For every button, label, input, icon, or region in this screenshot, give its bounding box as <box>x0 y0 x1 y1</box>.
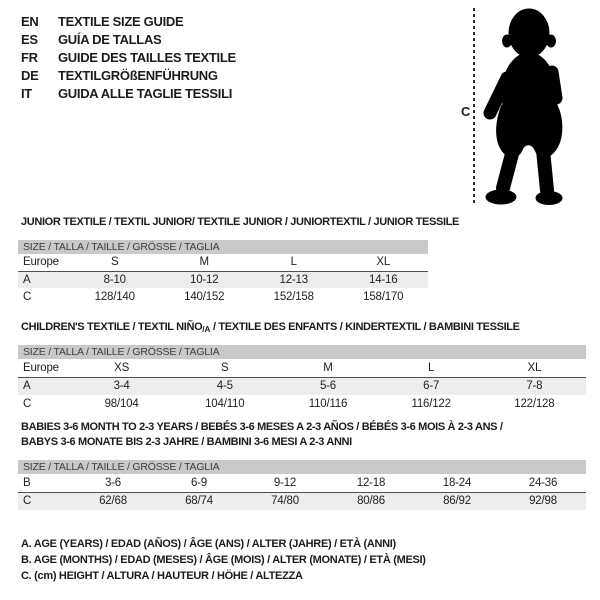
lang-code: FR <box>21 50 38 65</box>
size-cell: 128/140 <box>94 290 135 303</box>
babies-title-line1: BABIES 3-6 MONTH TO 2-3 YEARS / BEBÉS 3-6 MESES A 2-3 AÑOS / BÉBÉS 3-6 MOIS À 2-3 ANS / <box>21 421 503 433</box>
lang-label: GUIDA ALLE TAGLIE TESSILI <box>58 86 233 101</box>
size-cell: 12-18 <box>328 474 414 492</box>
footnote-age-years: A. AGE (YEARS) / EDAD (AÑOS) / ÂGE (ANS) / ALTER (JAHRE) / ETÀ (ANNI) <box>21 538 396 550</box>
row-label: C <box>23 398 32 410</box>
size-cell: 9-12 <box>242 474 328 492</box>
row-label: A <box>23 273 31 286</box>
size-cell: 24-36 <box>500 474 586 492</box>
lang-code: EN <box>21 14 39 29</box>
size-cell: 116/122 <box>411 398 451 410</box>
height-label-c: C <box>461 104 471 119</box>
table-row <box>18 254 428 271</box>
size-cell: 140/152 <box>184 290 225 303</box>
lang-code: IT <box>21 86 32 101</box>
lang-row <box>21 31 236 49</box>
size-cell: 74/80 <box>271 495 299 508</box>
toddler-silhouette-icon <box>440 0 600 215</box>
size-cell: M <box>160 254 250 271</box>
table-row <box>18 359 586 377</box>
size-cell: 12-13 <box>279 273 308 286</box>
size-cell: 18-24 <box>414 474 500 492</box>
lang-label: TEXTILGRÖßENFÜHRUNG <box>58 68 218 83</box>
lang-row <box>21 13 236 31</box>
size-cell: L <box>249 254 339 271</box>
lang-label: TEXTILE SIZE GUIDE <box>58 14 184 29</box>
size-cell: 152/158 <box>273 290 314 303</box>
size-cell: 80/86 <box>357 495 385 508</box>
babies-size-table <box>18 474 586 510</box>
size-cell: 86/92 <box>443 495 471 508</box>
size-cell: L <box>380 359 483 377</box>
junior-size-header-bar: SIZE / TALLA / TAILLE / GRÖSSE / TAGLIA <box>18 240 428 254</box>
table-row <box>18 492 586 510</box>
babies-size-header-bar: SIZE / TALLA / TAILLE / GRÖSSE / TAGLIA <box>18 460 586 474</box>
size-cell: 6-9 <box>156 474 242 492</box>
footnote-age-months: B. AGE (MONTHS) / EDAD (MESES) / ÂGE (MOIS) / ALTER (MONATE) / ETÀ (MESI) <box>21 554 426 566</box>
lang-row <box>21 49 236 67</box>
size-cell: S <box>70 254 160 271</box>
footnotes-block <box>21 536 426 584</box>
children-title-text: / TEXTILE DES ENFANTS / KINDERTEXTIL / BAMBINI TESSILE <box>210 321 520 333</box>
babies-title-line2: BABYS 3-6 MONATE BIS 2-3 JAHRE / BAMBINI 3-6 MESI A 2-3 ANNI <box>21 436 352 448</box>
children-size-table <box>18 359 586 413</box>
lang-row <box>21 67 236 85</box>
size-cell: 122/128 <box>514 398 555 410</box>
size-cell: 98/104 <box>104 398 139 410</box>
size-cell: 7-8 <box>526 380 543 393</box>
row-label: C <box>23 290 32 303</box>
table-row <box>18 377 586 395</box>
row-label: C <box>23 495 32 508</box>
size-cell: 6-7 <box>423 380 440 393</box>
children-title-text: CHILDREN'S TEXTILE / TEXTIL NIÑO <box>21 321 203 333</box>
table-row <box>18 288 428 305</box>
size-cell: 3-4 <box>113 380 130 393</box>
size-cell: 92/98 <box>529 495 557 508</box>
size-cell: XL <box>339 254 429 271</box>
children-table-title <box>21 320 520 337</box>
children-size-header-bar: SIZE / TALLA / TAILLE / GRÖSSE / TAGLIA <box>18 345 586 359</box>
lang-label: GUÍA DE TALLAS <box>58 32 162 47</box>
size-cell: XS <box>70 359 173 377</box>
toddler-figure <box>440 0 600 215</box>
table-row <box>18 395 586 413</box>
size-cell: XL <box>483 359 586 377</box>
size-cell: 5-6 <box>319 380 336 393</box>
junior-table-title: JUNIOR TEXTILE / TEXTIL JUNIOR/ TEXTILE JUNIOR / JUNIORTEXTIL / JUNIOR TESSILE <box>21 216 460 228</box>
junior-size-table <box>18 254 428 305</box>
table-row <box>18 474 586 492</box>
size-cell: 62/68 <box>99 495 127 508</box>
row-label: B <box>18 474 70 492</box>
size-cell: 10-12 <box>190 273 219 286</box>
lang-label: GUIDE DES TAILLES TEXTILE <box>58 50 236 65</box>
lang-code: ES <box>21 32 38 47</box>
size-cell: 4-5 <box>216 380 233 393</box>
size-cell: 14-16 <box>369 273 398 286</box>
size-cell: 8-10 <box>103 273 126 286</box>
babies-table-title <box>21 420 503 450</box>
language-guide-block <box>21 13 236 103</box>
row-label: Europe <box>18 359 70 377</box>
size-cell: 68/74 <box>185 495 213 508</box>
table-row <box>18 271 428 288</box>
lang-row <box>21 85 236 103</box>
lang-code: DE <box>21 68 39 83</box>
footnote-height-cm: C. (cm) HEIGHT / ALTURA / HAUTEUR / HÖHE / ALTEZZA <box>21 570 303 582</box>
row-label: A <box>23 380 31 393</box>
children-title-subscript: /A <box>202 325 211 334</box>
size-cell: 104/110 <box>205 398 245 410</box>
size-cell: 158/170 <box>363 290 404 303</box>
row-label: Europe <box>18 254 70 271</box>
size-cell: S <box>173 359 276 377</box>
size-cell: M <box>276 359 379 377</box>
size-cell: 3-6 <box>70 474 156 492</box>
size-cell: 110/116 <box>308 398 348 410</box>
